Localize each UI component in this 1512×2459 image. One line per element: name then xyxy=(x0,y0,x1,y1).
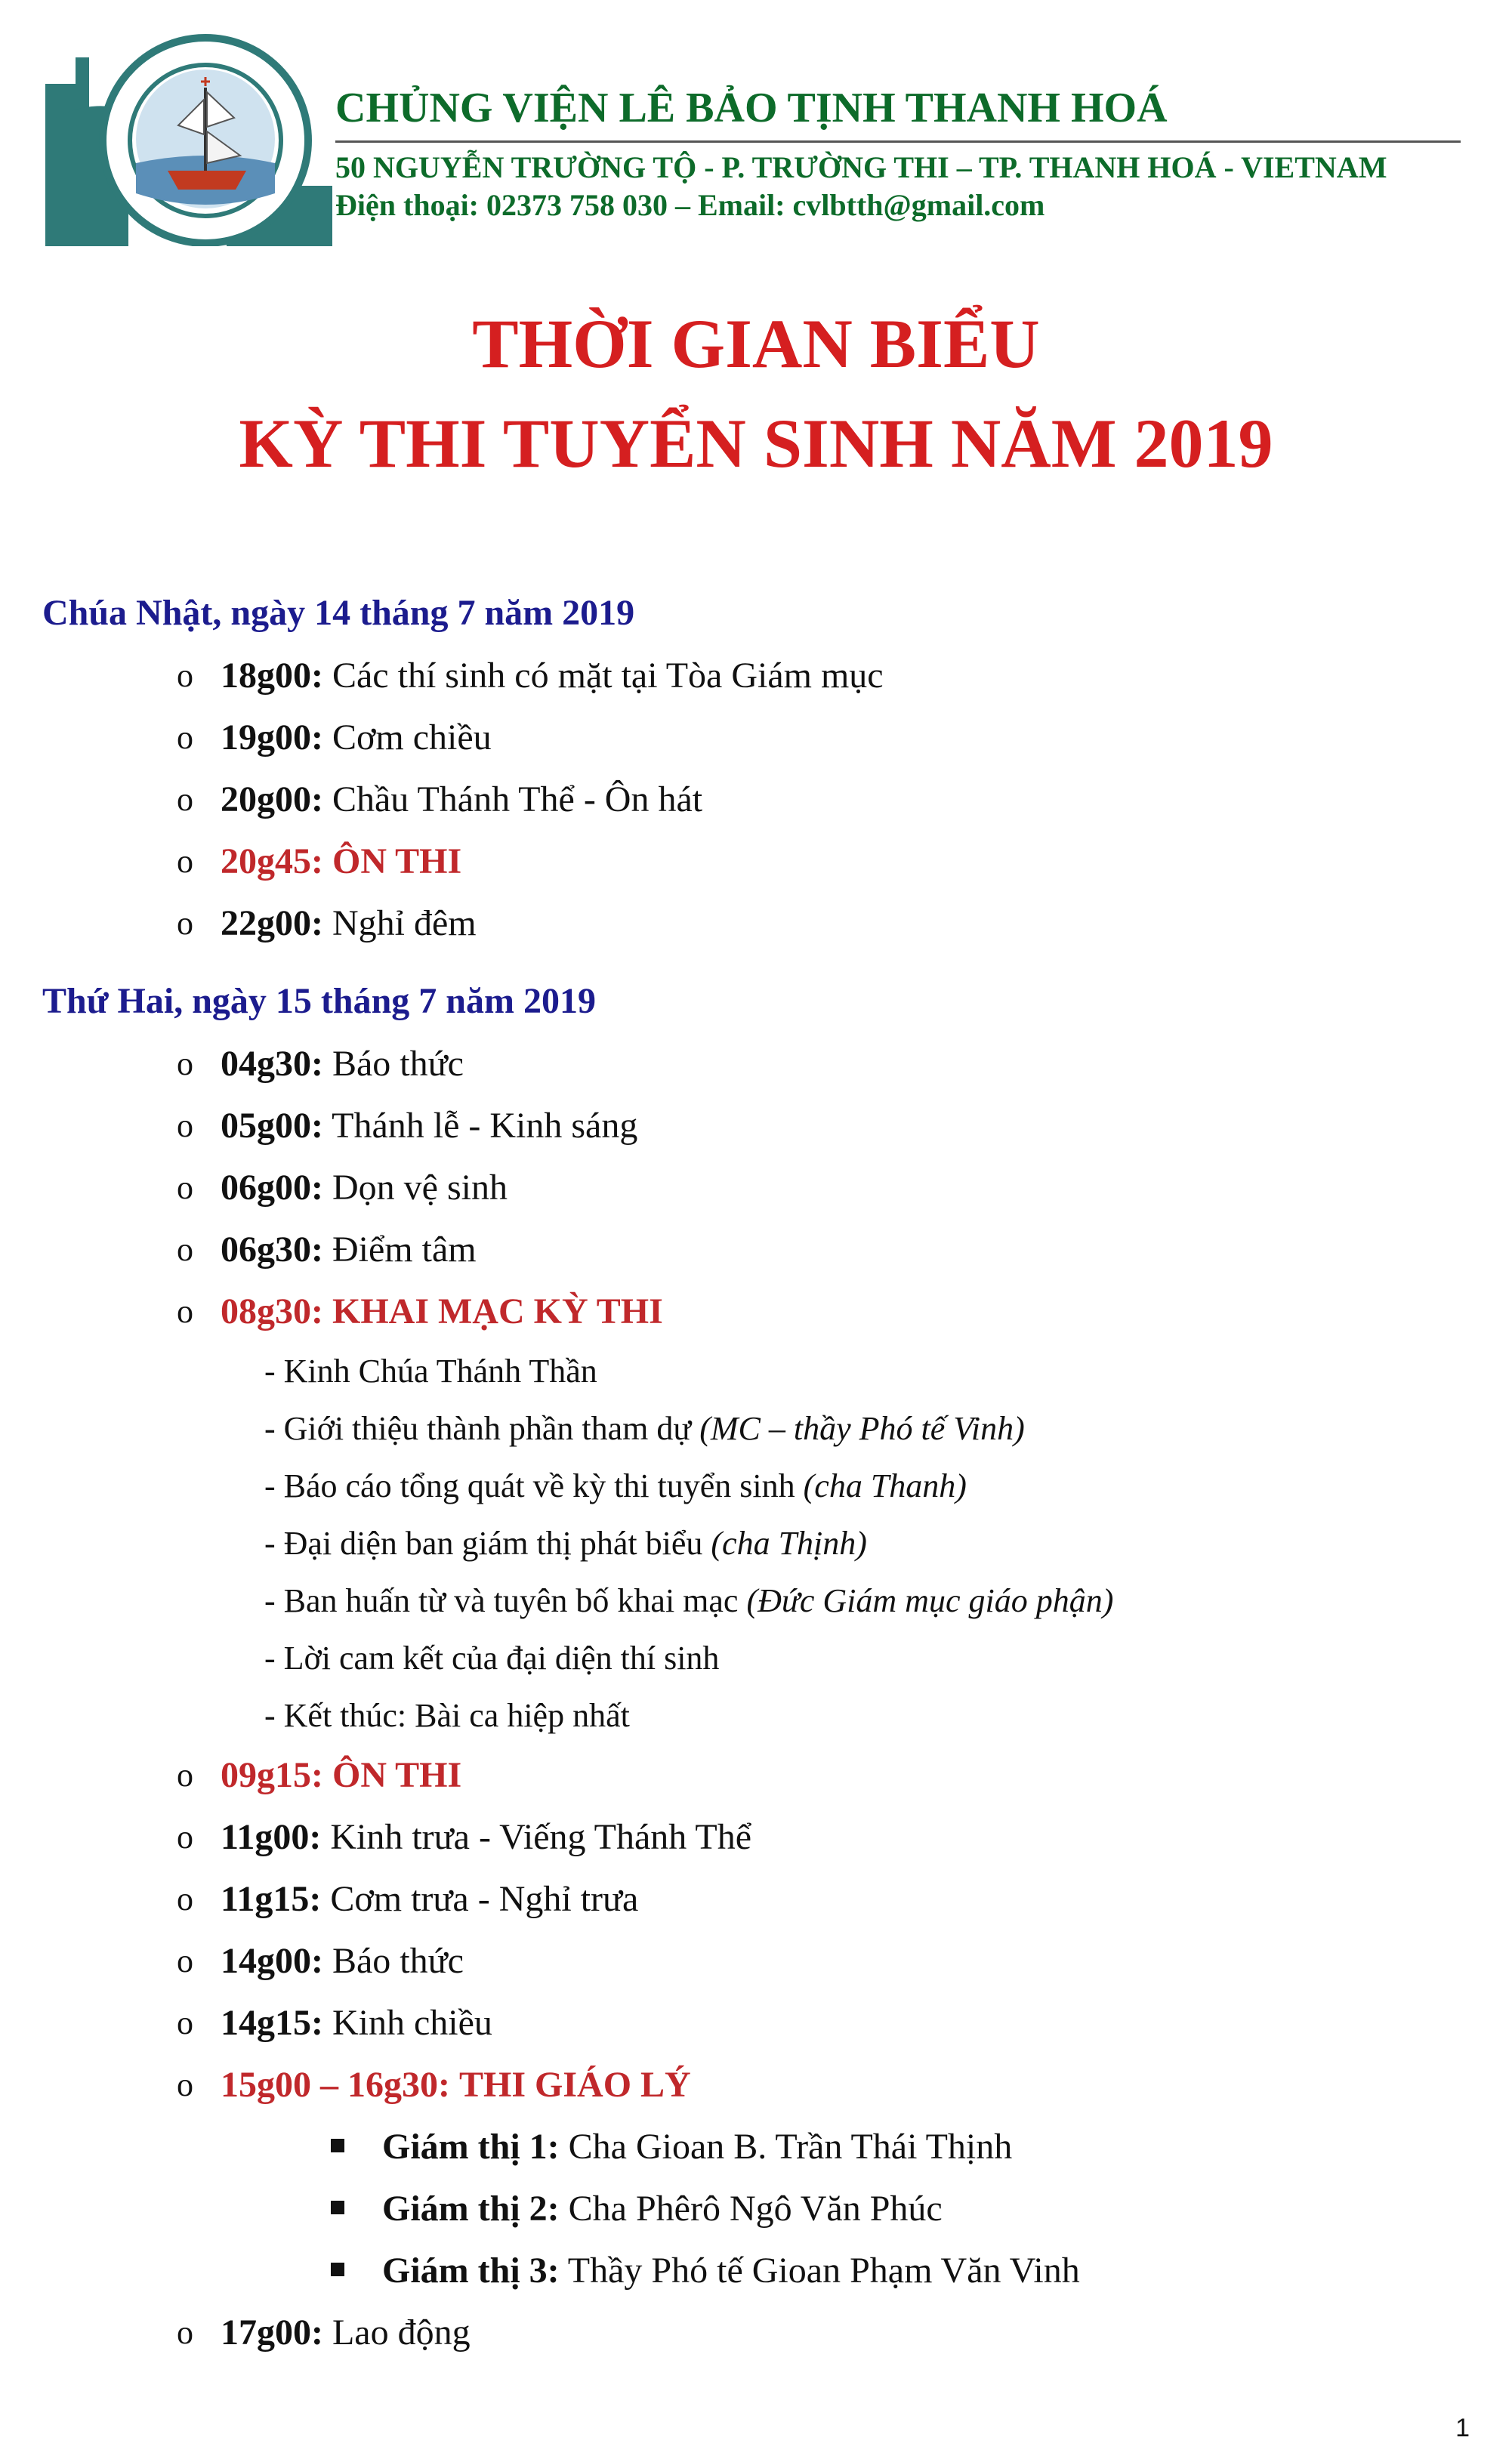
square-bullet-icon xyxy=(331,2139,344,2152)
proctor-item xyxy=(42,2178,1477,2240)
activity: Chầu Thánh Thể - Ôn hát xyxy=(332,779,703,819)
bullet: o xyxy=(177,1293,193,1330)
bullet: o xyxy=(177,1231,193,1268)
organization-header xyxy=(335,82,1468,224)
bullet: o xyxy=(177,2314,193,2351)
section-gap xyxy=(42,955,1477,970)
activity: KHAI MẠC KỲ THI xyxy=(332,1291,663,1331)
schedule-item xyxy=(42,1157,1477,1219)
bullet: o xyxy=(177,905,193,942)
activity: Báo thức xyxy=(332,1044,464,1084)
seminary-address: 50 NGUYỄN TRƯỜNG TỘ - P. TRƯỜNG THI – TP. THANH HOÁ - VIETNAM xyxy=(335,150,1387,184)
time: 19g00: xyxy=(221,717,323,757)
time: 11g00: xyxy=(221,1817,322,1857)
time: 14g00: xyxy=(221,1941,323,1981)
proctor-item xyxy=(42,2240,1477,2302)
square-bullet-icon xyxy=(331,2201,344,2214)
opening-step xyxy=(42,1515,1477,1572)
day-heading: Thứ Hai, ngày 15 tháng 7 năm 2019 xyxy=(42,981,596,1021)
square-bullet-icon xyxy=(331,2263,344,2276)
proctor-name: Cha Gioan B. Trần Thái Thịnh xyxy=(568,2127,1013,2167)
bullet: o xyxy=(177,1169,193,1206)
opening-step xyxy=(42,1630,1477,1687)
opening-step xyxy=(42,1458,1477,1515)
schedule-item xyxy=(42,1219,1477,1281)
opening-step xyxy=(42,1572,1477,1630)
activity: THI GIÁO LÝ xyxy=(458,2065,691,2105)
bullet: o xyxy=(177,1942,193,1979)
activity: Kinh chiều xyxy=(332,2003,492,2043)
time: 06g30: xyxy=(221,1230,323,1270)
bullet: o xyxy=(177,781,193,818)
opening-step-text: - Đại diện ban giám thị phát biểu xyxy=(264,1525,711,1562)
schedule-item xyxy=(42,1095,1477,1157)
activity: ÔN THI xyxy=(332,1755,462,1795)
schedule-item xyxy=(42,893,1477,955)
activity: ÔN THI xyxy=(332,841,462,881)
opening-step-text: - Báo cáo tổng quát về kỳ thi tuyển sinh xyxy=(264,1467,804,1504)
bullet: o xyxy=(177,2004,193,2041)
opening-step-note: (cha Thanh) xyxy=(803,1467,967,1504)
schedule-item xyxy=(42,1992,1477,2054)
opening-step xyxy=(42,1343,1477,1400)
opening-step-note: (MC – thầy Phó tế Vinh) xyxy=(699,1410,1025,1447)
activity: Các thí sinh có mặt tại Tòa Giám mục xyxy=(332,656,884,696)
schedule-item xyxy=(42,769,1477,831)
schedule-item-highlight xyxy=(42,1745,1477,1806)
bullet: o xyxy=(177,1045,193,1082)
time: 14g15: xyxy=(221,2003,323,2043)
time: 06g00: xyxy=(221,1168,323,1208)
proctor-role: Giám thị 1: xyxy=(382,2127,560,2167)
proctor-role: Giám thị 3: xyxy=(382,2251,560,2291)
opening-step xyxy=(42,1687,1477,1745)
time: 18g00: xyxy=(221,656,323,696)
activity: Báo thức xyxy=(332,1941,464,1981)
opening-step-text: - Giới thiệu thành phần tham dự xyxy=(264,1410,700,1447)
schedule xyxy=(42,582,1477,2364)
proctor-name: Cha Phêrô Ngô Văn Phúc xyxy=(568,2189,943,2229)
activity: Lao động xyxy=(332,2312,471,2353)
bullet: o xyxy=(177,719,193,756)
time: 04g30: xyxy=(221,1044,323,1084)
time: 15g00 – 16g30: xyxy=(221,2065,450,2105)
time: 11g15: xyxy=(221,1879,322,1919)
activity: Cơm trưa - Nghỉ trưa xyxy=(330,1879,639,1919)
time: 22g00: xyxy=(221,903,323,943)
proctor-role: Giám thị 2: xyxy=(382,2189,560,2229)
time: 08g30: xyxy=(221,1291,323,1331)
time: 05g00: xyxy=(221,1106,323,1146)
schedule-item xyxy=(42,2302,1477,2364)
schedule-item-highlight xyxy=(42,831,1477,893)
schedule-item xyxy=(42,645,1477,707)
bullet: o xyxy=(177,657,193,694)
bullet: o xyxy=(177,1881,193,1918)
bullet: o xyxy=(177,843,193,880)
opening-step-text: - Kết thúc: Bài ca hiệp nhất xyxy=(264,1697,630,1734)
time: 20g00: xyxy=(221,779,323,819)
seminary-name: CHỦNG VIỆN LÊ BẢO TỊNH THANH HOÁ xyxy=(335,82,1461,143)
page-subtitle: KỲ THI TUYỂN SINH NĂM 2019 xyxy=(239,405,1273,482)
proctor-name: Thầy Phó tế Gioan Phạm Văn Vinh xyxy=(567,2251,1080,2291)
schedule-item xyxy=(42,1033,1477,1095)
schedule-item-highlight xyxy=(42,1281,1477,1343)
opening-step xyxy=(42,1400,1477,1458)
schedule-item-highlight xyxy=(42,2054,1477,2116)
time: 17g00: xyxy=(221,2312,323,2353)
opening-step-note: (cha Thịnh) xyxy=(711,1525,867,1562)
time: 09g15: xyxy=(221,1755,323,1795)
proctor-item xyxy=(42,2116,1477,2178)
activity: Nghỉ đêm xyxy=(332,903,477,943)
page-number: 1 xyxy=(1455,2414,1470,2442)
time: 20g45: xyxy=(221,841,323,881)
bullet: o xyxy=(177,2066,193,2103)
bullet: o xyxy=(177,1819,193,1856)
opening-step-note: (Đức Giám mục giáo phận) xyxy=(746,1582,1114,1619)
activity: Cơm chiều xyxy=(332,717,492,757)
activity: Điểm tâm xyxy=(332,1230,477,1270)
bullet: o xyxy=(177,1107,193,1144)
schedule-item xyxy=(42,1930,1477,1992)
page-title: THỜI GIAN BIỂU xyxy=(472,305,1040,382)
opening-step-text: - Kinh Chúa Thánh Thần xyxy=(264,1353,597,1390)
activity: Kinh trưa - Viếng Thánh Thể xyxy=(330,1817,752,1857)
activity: Dọn vệ sinh xyxy=(332,1168,508,1208)
diocese-logo xyxy=(45,27,332,246)
opening-step-text: - Ban huấn từ và tuyên bố khai mạc xyxy=(264,1582,747,1619)
activity: Thánh lễ - Kinh sáng xyxy=(332,1106,638,1146)
schedule-item xyxy=(42,1806,1477,1868)
day-heading: Chúa Nhật, ngày 14 tháng 7 năm 2019 xyxy=(42,593,635,633)
opening-step-text: - Lời cam kết của đại diện thí sinh xyxy=(264,1640,720,1677)
schedule-item xyxy=(42,707,1477,769)
schedule-item xyxy=(42,1868,1477,1930)
seminary-contact: Điện thoại: 02373 758 030 – Email: cvlbtth@gmail.com xyxy=(335,188,1045,222)
bullet: o xyxy=(177,1757,193,1794)
